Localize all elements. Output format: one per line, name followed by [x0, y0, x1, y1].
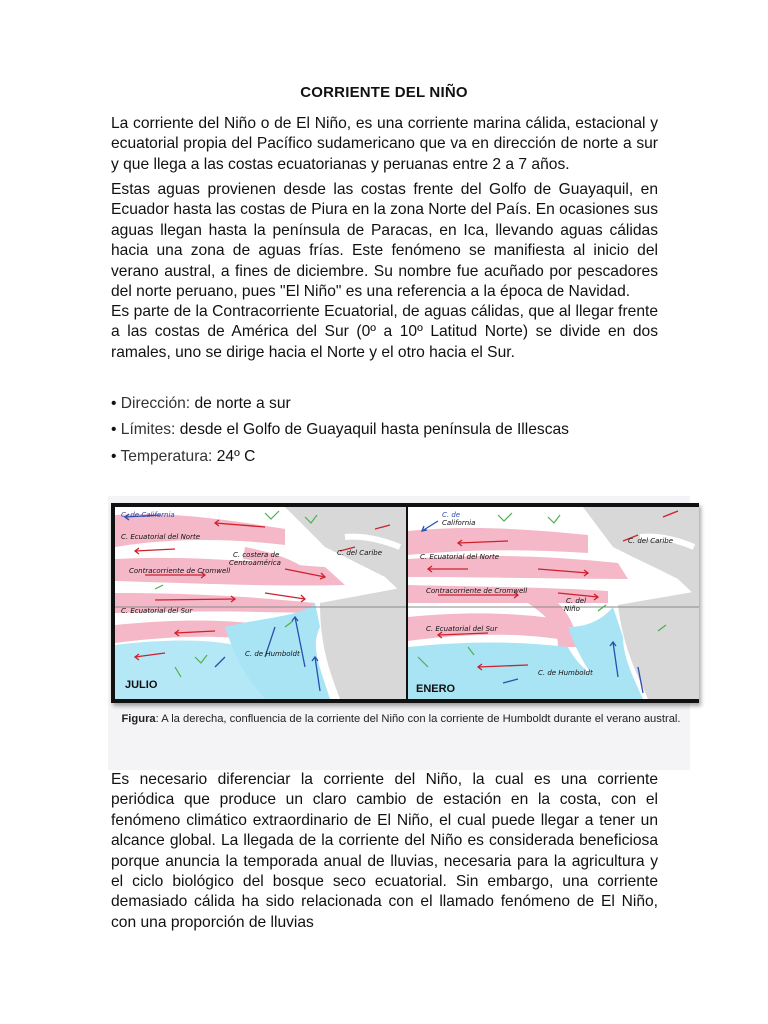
ocean-current-maps — [111, 503, 699, 703]
bullet-direction: • Dirección: de norte a sur — [111, 395, 291, 412]
label-ecuatorial-norte: C. Ecuatorial del Norte — [420, 553, 500, 561]
label-ecuatorial-sur: C. Ecuatorial del Sur — [121, 607, 193, 615]
bullet-value: 24º C — [216, 448, 256, 465]
bullet-label: Límites: — [120, 421, 176, 438]
label-nino-1: C. del — [566, 597, 587, 605]
bullet-value: de norte a sur — [194, 395, 291, 412]
label-california-2: California — [442, 519, 476, 527]
bullet-temperature: • Temperatura: 24º C — [111, 448, 256, 465]
bullet-value: desde el Golfo de Guayaquil hasta península de Illescas — [179, 421, 569, 438]
label-humboldt: C. de Humboldt — [245, 650, 300, 658]
map-julio — [115, 507, 406, 699]
label-costera-2: Centroamérica — [229, 559, 281, 567]
label-california: C. de California — [121, 511, 175, 519]
label-ecuatorial-norte: C. Ecuatorial del Norte — [121, 533, 201, 541]
label-cromwell: Contracorriente de Cromwell — [426, 587, 528, 595]
paragraph-2: Estas aguas provienen desde las costas frente del Golfo de Guayaquil, en Ecuador hasta las costas de Piura en la zona Norte del País. En ocasiones sus aguas llegan hasta la península de Paracas, en Ica, llevando aguas cálidas hacia una zona de aguas frías. Este fenómeno se manifiesta al inicio del verano austral, a fines de diciembre. Su nombre fue acuñado por pescadores del norte peruano, pues "El Niño" es una referencia a la época de Navidad. — [111, 181, 658, 301]
season-label-julio: JULIO — [125, 679, 158, 691]
caption-text: : A la derecha, confluencia de la corriente del Niño con la corriente de Humboldt durante el verano austral. — [155, 713, 681, 725]
label-caribe: C. del Caribe — [628, 537, 674, 545]
paragraph-3: Es parte de la Contracorriente Ecuatorial, de aguas cálidas, que al llegar frente a las costas de América del Sur (0º a 10º Latitud Norte) se divide en dos ramales, uno se dirige hacia el Norte y el otro hacia el Sur. — [111, 303, 658, 361]
paragraph-1: La corriente del Niño o de El Niño, es una corriente marina cálida, estacional y ecuatorial propia del Pacífico sudamericano que va en dirección de norte a sur y que llega a las costas ecuatorianas y peruanas entre 2 a 7 años. — [111, 115, 658, 173]
paragraph-4: Es necesario diferenciar la corriente del Niño, la cual es una corriente periódica que produce un claro cambio de estación en la costa, con el fenómeno climático extraordinario de El Niño, el cual puede llegar a tener un alcance global. La llegada de la corriente del Niño es considerada beneficiosa porque anuncia la temporada anual de lluvias, necesaria para la agricultura y el ciclo biológico del bosque seco ecuatorial. Sin embargo, una corriente demasiado cálida ha sido relacionada con el llamado fenómeno de El Niño, con una proporción de lluvias — [111, 771, 658, 931]
bullet-limits: • Límites: desde el Golfo de Guayaquil hasta península de Illescas — [111, 421, 569, 438]
document-title: CORRIENTE DEL NIÑO — [300, 84, 468, 101]
bullet-label: Dirección: — [120, 395, 191, 412]
label-costera-1: C. costera de — [233, 551, 280, 559]
bullet-label: Temperatura: — [120, 448, 213, 465]
label-cromwell: Contracorriente de Cromwell — [129, 567, 231, 575]
label-caribe: C. del Caribe — [337, 549, 383, 557]
label-nino-2: Niño — [564, 605, 580, 613]
caption-label: Figura — [121, 713, 156, 725]
season-label-enero: ENERO — [416, 683, 456, 695]
label-humboldt: C. de Humboldt — [538, 669, 593, 677]
figure-caption — [111, 711, 691, 727]
label-california-1: C. de — [442, 511, 461, 519]
map-enero — [408, 507, 699, 699]
label-ecuatorial-sur: C. Ecuatorial del Sur — [426, 625, 498, 633]
